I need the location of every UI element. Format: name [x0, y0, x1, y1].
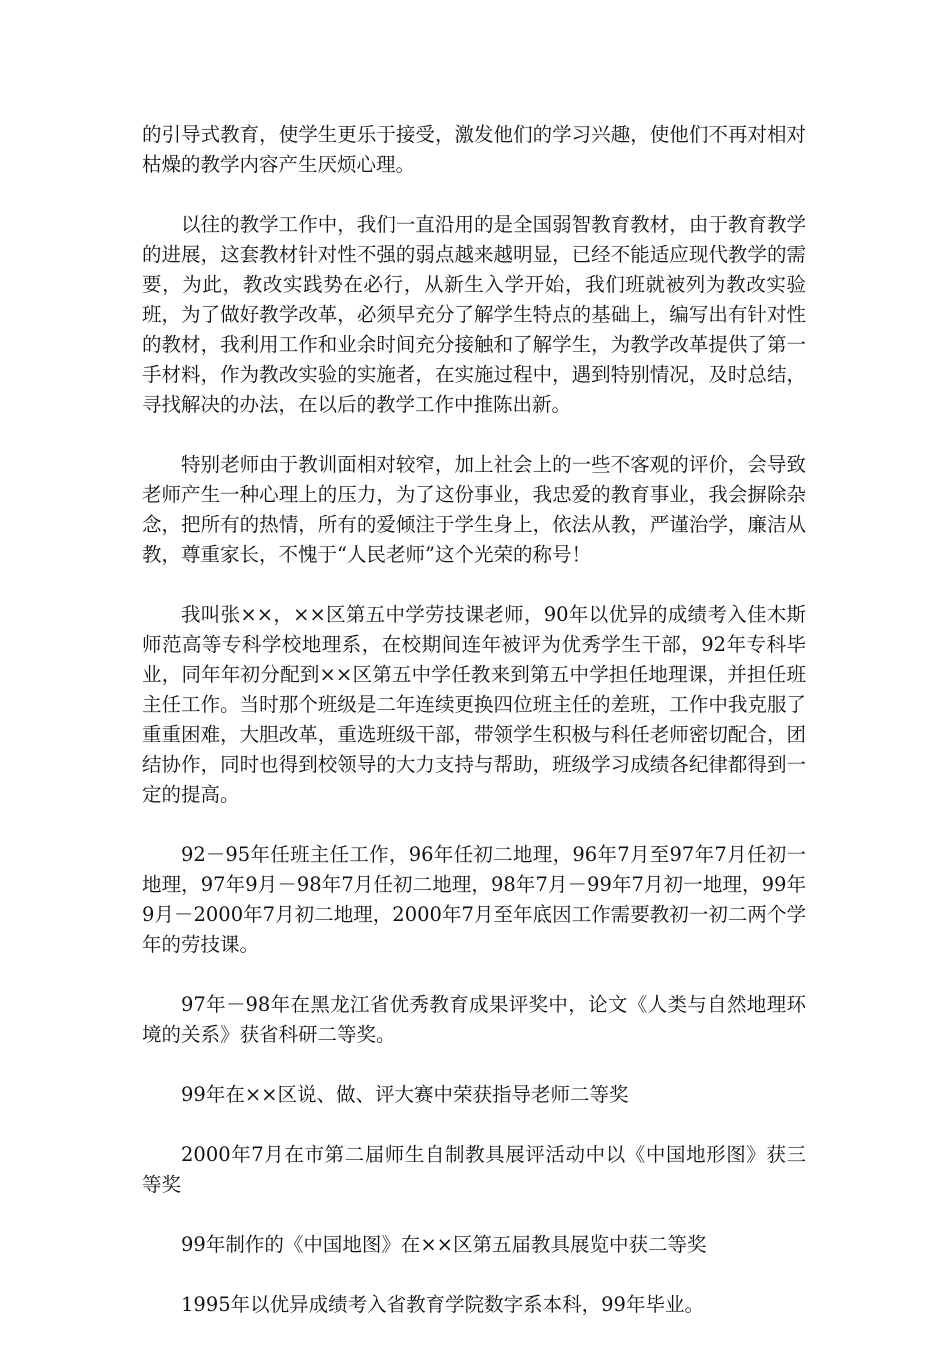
document-body: [142, 120, 806, 1350]
paragraph-8: 2000年7月在市第二届师生自制教具展评活动中以《中国地形图》获三等奖: [142, 1143, 806, 1196]
paragraph-10: 1995年以优异成绩考入省教育学院数字系本科，99年毕业。: [181, 1293, 704, 1316]
paragraph-4: 我叫张××，××区第五中学劳技课老师，90年以优异的成绩考入佳木斯师范高等专科学校地理系，在校期间连年被评为优秀学生干部，92年专科毕业，同年年初分配到××区第五中学任教来到第五中学担任地理课，并担任班主任工作。当时那个班级是二年连续更换四位班主任的差班，工作中我克服了重重困难，大胆改革，重选班级干部，带领学生积极与科任老师密切配合，团结协作，同时也得到校领导的大力支持与帮助，班级学习成绩各纪律都得到一定的提高。: [142, 603, 806, 806]
paragraph-1: 的引导式教育，使学生更乐于接受，激发他们的学习兴趣，使他们不再对相对枯燥的教学内容产生厌烦心理。: [142, 123, 806, 176]
paragraph-6: 97年－98年在黑龙江省优秀教育成果评奖中，论文《人类与自然地理环境的关系》获省科研二等奖。: [142, 993, 806, 1046]
paragraph-5: 92－95年任班主任工作，96年任初二地理，96年7月至97年7月任初一地理，97年9月－98年7月任初二地理，98年7月－99年7月初一地理，99年9月－2000年7月初二地理，2000年7月至年底因工作需要教初一初二两个学年的劳技课。: [142, 843, 806, 956]
paragraph-9: 99年制作的《中国地图》在××区第五届教具展览中获二等奖: [181, 1233, 707, 1256]
paragraph-3: 特别老师由于教训面相对较窄，加上社会上的一些不客观的评价，会导致老师产生一种心理上的压力，为了这份事业，我忠爱的教育事业，我会摒除杂念，把所有的热情，所有的爱倾注于学生身上，依法从教，严谨治学，廉洁从教，尊重家长，不愧于“人民老师”这个光荣的称号！: [142, 453, 806, 566]
paragraph-2: 以往的教学工作中，我们一直沿用的是全国弱智教育教材，由于教育教学的进展，这套教材针对性不强的弱点越来越明显，已经不能适应现代教学的需要，为此，教改实践势在必行，从新生入学开始，我们班就被列为教改实验班，为了做好教学改革，必须早充分了解学生特点的基础上，编写出有针对性的教材，我利用工作和业余时间充分接触和了解学生，为教学改革提供了第一手材料，作为教改实验的实施者，在实施过程中，遇到特别情况，及时总结，寻找解决的办法，在以后的教学工作中推陈出新。: [142, 213, 806, 416]
paragraph-7: 99年在××区说、做、评大赛中荣获指导老师二等奖: [181, 1083, 629, 1106]
